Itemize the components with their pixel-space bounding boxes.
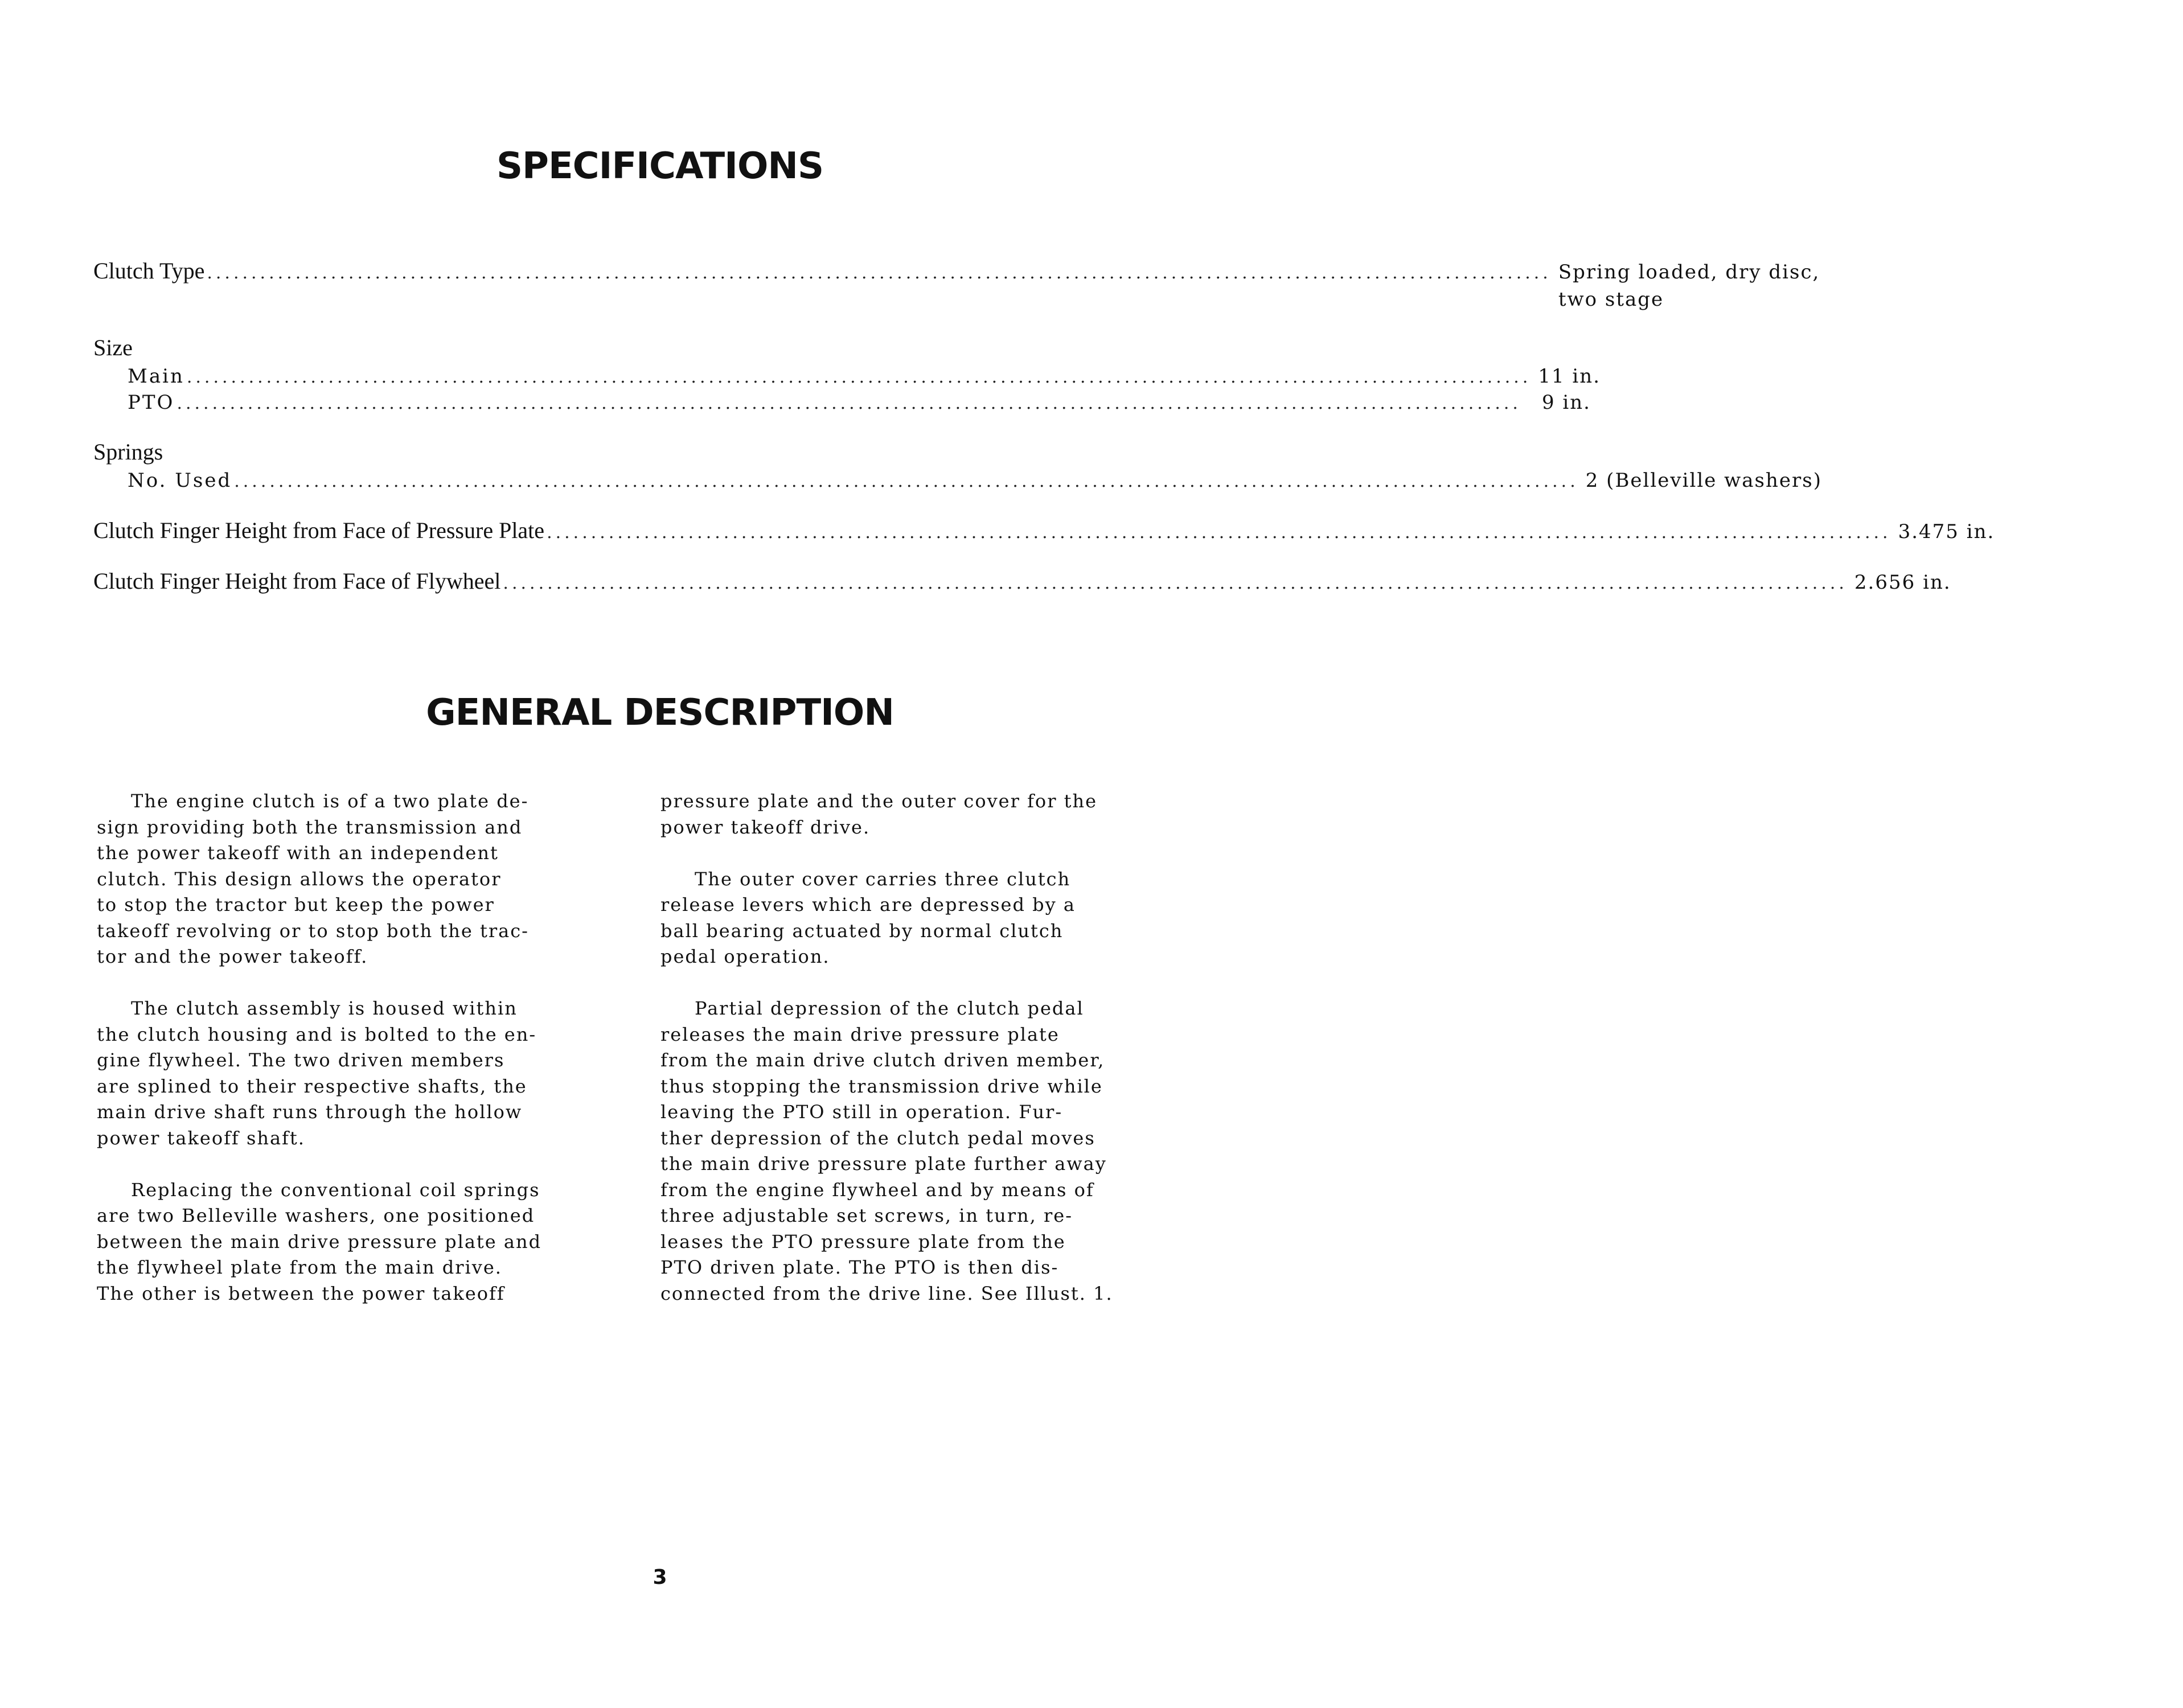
text-line: leaving the PTO still in operation. Fur- bbox=[660, 1101, 1063, 1123]
dot-leader: ........................................................................................................................................................ bbox=[234, 471, 1579, 491]
text-line: tor and the power takeoff. bbox=[97, 946, 368, 967]
spec-value: 3.475 in. bbox=[1898, 520, 1995, 543]
text-line: between the main drive pressure plate and bbox=[97, 1230, 542, 1253]
page-number: 3 bbox=[653, 1566, 667, 1589]
text-line: clutch. This design allows the operator bbox=[97, 868, 502, 890]
dot-leader: ........................................................................................................................................................ bbox=[177, 393, 1521, 413]
text-line: sign providing both the transmission and bbox=[97, 816, 523, 838]
text-line: are two Belleville washers, one positioned bbox=[97, 1205, 535, 1226]
text-line: The clutch assembly is housed within bbox=[131, 997, 518, 1019]
spec-value: 2.656 in. bbox=[1854, 571, 1951, 594]
text-line: thus stopping the transmission drive while bbox=[660, 1075, 1103, 1097]
paragraph bbox=[97, 996, 609, 1151]
text-line: pressure plate and the outer cover for the bbox=[660, 790, 1098, 812]
spec-label: No. Used bbox=[128, 469, 232, 492]
spec-value: 2 (Belleville washers) bbox=[1585, 469, 1822, 492]
text-line: power takeoff shaft. bbox=[97, 1127, 305, 1149]
text-line: Partial depression of the clutch pedal bbox=[695, 997, 1084, 1019]
text-line: leases the PTO pressure plate from the bbox=[660, 1230, 1066, 1253]
dot-leader: ........................................................................................................................................................ bbox=[547, 523, 1891, 543]
text-line: The engine clutch is of a two plate de- bbox=[131, 790, 529, 812]
spec-row-finger-height-flywheel bbox=[93, 568, 1951, 597]
spec-value: 9 in. bbox=[1541, 391, 1591, 414]
text-line: Replacing the conventional coil springs bbox=[131, 1179, 540, 1201]
paragraph bbox=[97, 789, 609, 970]
text-line: main drive shaft runs through the hollow bbox=[97, 1101, 523, 1123]
spec-group-size: Size bbox=[93, 335, 133, 360]
text-line: the power takeoff with an independent bbox=[97, 842, 499, 864]
dot-leader: ........................................................................................................................................................ bbox=[186, 367, 1532, 387]
spec-label: Main bbox=[128, 365, 184, 388]
text-line: connected from the drive line. See Illust. 1. bbox=[660, 1282, 1113, 1304]
text-line: ball bearing actuated by normal clutch bbox=[660, 919, 1064, 942]
text-line: pedal operation. bbox=[660, 946, 830, 967]
text-line: to stop the tractor but keep the power bbox=[97, 894, 495, 915]
spec-label: Clutch Finger Height from Face of Pressure Plate bbox=[93, 518, 545, 543]
text-line: the clutch housing and is bolted to the en- bbox=[97, 1023, 537, 1045]
description-column-left bbox=[97, 789, 609, 1333]
paragraph bbox=[97, 1177, 609, 1307]
text-line: PTO driven plate. The PTO is then dis- bbox=[660, 1257, 1059, 1278]
paragraph bbox=[660, 789, 1173, 840]
spec-row-size-main bbox=[128, 363, 1601, 391]
paragraph bbox=[660, 867, 1173, 970]
text-line: three adjustable set screws, in turn, re- bbox=[660, 1205, 1073, 1226]
spec-row-springs-no-used bbox=[128, 467, 1822, 495]
spec-label: Clutch Finger Height from Face of Flywheel bbox=[93, 568, 501, 594]
spec-value: Spring loaded, dry disc, two stage bbox=[1558, 261, 1820, 311]
text-line: The outer cover carries three clutch bbox=[695, 868, 1071, 890]
spec-label: PTO bbox=[128, 391, 175, 414]
spec-label: Clutch Type bbox=[93, 258, 205, 284]
text-line: takeoff revolving or to stop both the trac- bbox=[97, 919, 529, 942]
text-line: the flywheel plate from the main drive. bbox=[97, 1257, 502, 1278]
text-line: are splined to their respective shafts, the bbox=[97, 1075, 527, 1097]
text-line: releases the main drive pressure plate bbox=[660, 1023, 1060, 1045]
general-description-heading: GENERAL DESCRIPTION bbox=[426, 692, 894, 734]
text-line: ther depression of the clutch pedal moves bbox=[660, 1127, 1095, 1149]
specifications-heading: SPECIFICATIONS bbox=[496, 145, 824, 187]
dot-leader: ........................................................................................................................................................ bbox=[207, 263, 1552, 283]
spec-value: 11 in. bbox=[1538, 365, 1601, 388]
spec-row-size-pto bbox=[128, 389, 1591, 417]
text-line: gine flywheel. The two driven members bbox=[97, 1049, 505, 1071]
paragraph bbox=[660, 996, 1173, 1307]
spec-group-springs: Springs bbox=[93, 439, 163, 465]
description-column-right bbox=[660, 789, 1173, 1333]
dot-leader: ........................................................................................................................................................ bbox=[503, 573, 1848, 593]
text-line: from the main drive clutch driven member, bbox=[660, 1049, 1105, 1071]
text-line: power takeoff drive. bbox=[660, 816, 871, 838]
text-line: the main drive pressure plate further away bbox=[660, 1153, 1107, 1175]
text-line: The other is between the power takeoff bbox=[97, 1282, 505, 1304]
spec-row-clutch-type bbox=[93, 257, 1820, 313]
text-line: release levers which are depressed by a bbox=[660, 894, 1076, 915]
spec-row-finger-height-pressure-plate bbox=[93, 517, 1995, 547]
text-line: from the engine flywheel and by means of bbox=[660, 1179, 1094, 1201]
